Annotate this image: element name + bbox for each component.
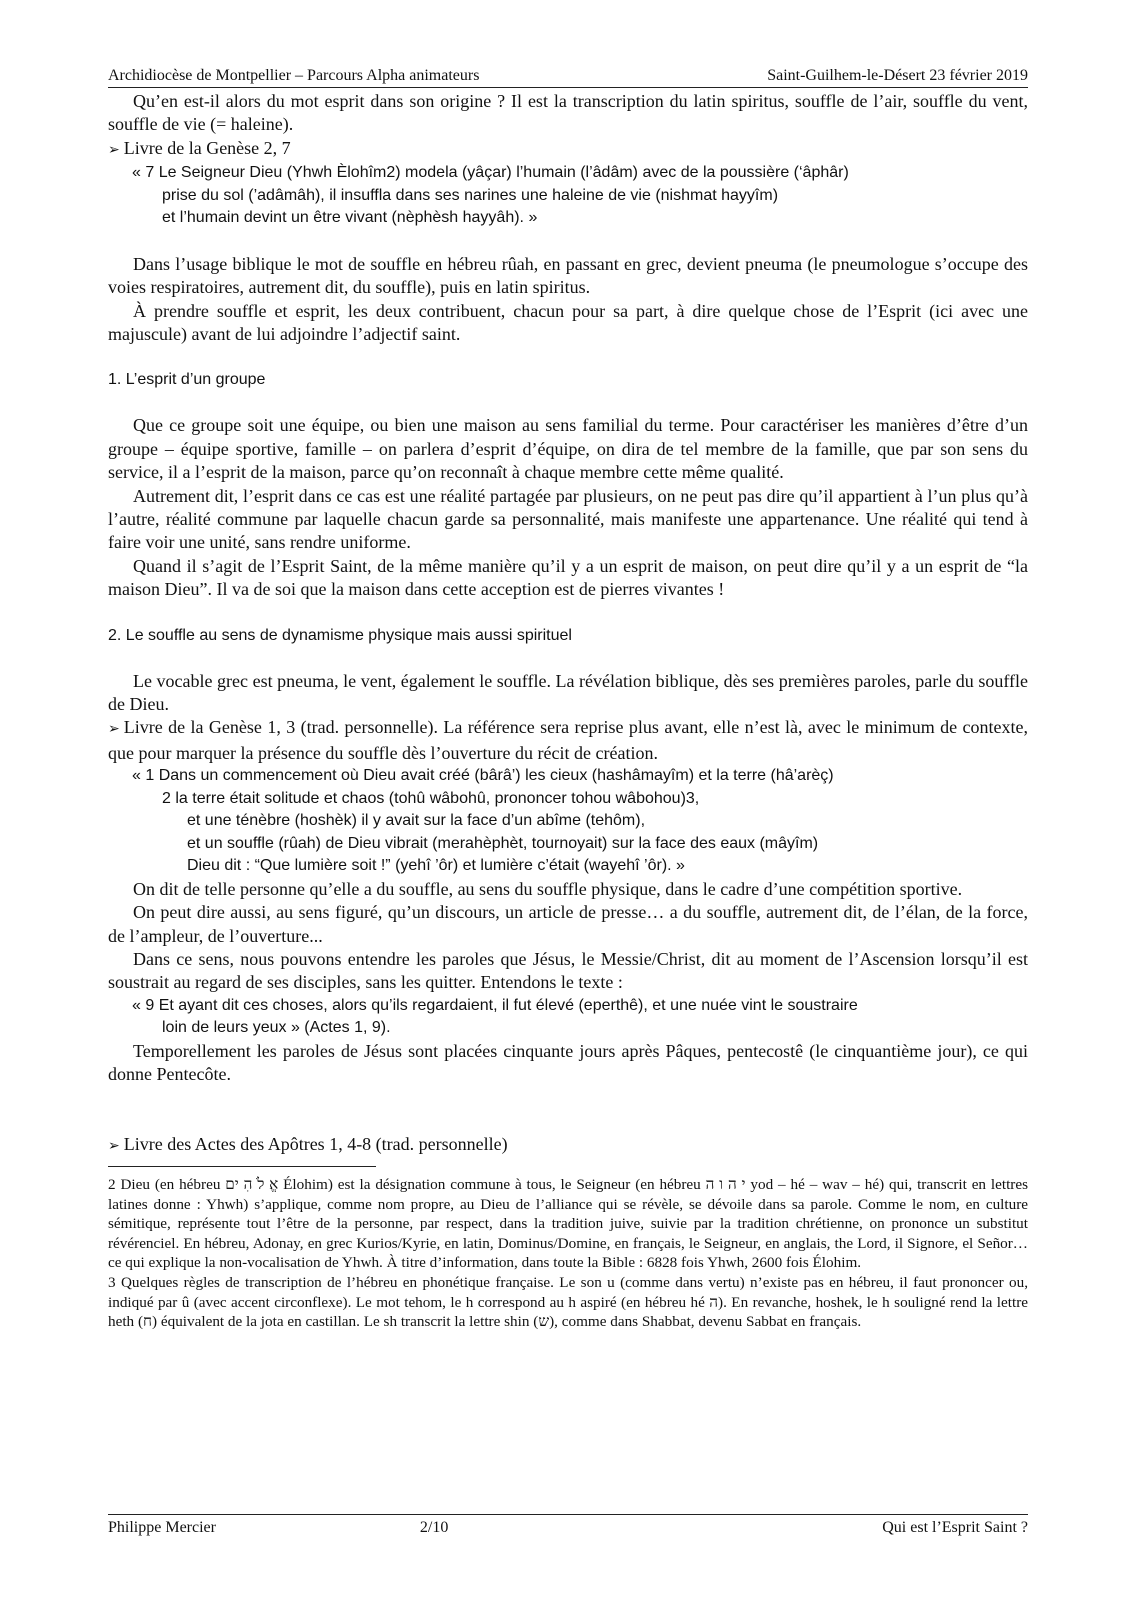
quote-line: et une ténèbre (hoshèk) il y avait sur la face d’un abîme (tehôm), [187, 812, 646, 830]
quote-line: et un souffle (rûah) de Dieu vibrait (merahèphèt, tournoyait) sur la face des eaux (mâyîm) [187, 834, 819, 852]
paragraph: À prendre souffle et esprit, les deux contribuent, chacun pour sa part, à dire quelque chose de l’Esprit (ici avec une majuscule) avant de lui adjoindre l’adjectif saint. [108, 300, 1028, 344]
quote-line: prise du sol (’adâmâh), il insuffla dans ses narines une haleine de vie (nishmat hayyîm) [162, 186, 779, 204]
paragraph: Qu’en est-il alors du mot esprit dans son origine ? Il est la transcription du latin spiritus, souffle de l’air, souffle du vent, souffle de vie (= haleine). [108, 91, 1028, 135]
body-text [108, 90, 1028, 1158]
quote-line: loin de leurs yeux » (Actes 1, 9). [162, 1019, 391, 1037]
arrow-bullet-icon: ➢ [108, 721, 120, 738]
paragraph: Autrement dit, l’esprit dans ce cas est une réalité partagée par plusieurs, on ne peut pas dire qu’il appartient à l’un plus qu’à l’autre, réalité commune par laquelle chacun garde sa personnalité, mais manifeste une appartenance. Une réalité qui tend à faire voir une unité, sans rendre uniforme. [108, 485, 1028, 553]
footer-author: Philippe Mercier [108, 1519, 216, 1536]
paragraph: On peut dire aussi, au sens figuré, qu’un discours, un article de presse… a du souffle, autrement dit, de l’élan, de la force, de l’ampleur, de l’ouverture... [108, 902, 1028, 946]
scripture-quote [108, 995, 1028, 1040]
scripture-quote [108, 765, 1028, 878]
bullet-reference [108, 1133, 1028, 1158]
scripture-quote [108, 162, 1028, 230]
paragraph: Dans l’usage biblique le mot de souffle en hébreu rûah, en passant en grec, devient pneuma (le pneumologue s’occupe des voies respiratoires, autrement dit, du souffle), puis en latin spiritus. [108, 253, 1028, 298]
section-heading: 2. Le souffle au sens de dynamisme physique mais aussi spirituel [108, 626, 572, 644]
footnote-separator [108, 1166, 376, 1167]
quote-line: et l’humain devint un être vivant (nèphèsh hayyâh). » [162, 209, 538, 227]
footnote-2: 2 Dieu (en hébreu אֱ לֹ הִ ים Élohim) est la désignation commune à tous, le Seigneur (en hébreu י ה ו ה yod – hé – wav – hé) qui, transcrit en lettres latines donne : Yhwh) s’applique, comme nom propre, au Dieu de l’alliance qui se révèle, se dévoile dans sa parole. Comme le nom, en culture sémitique, représente tout l’être de la personne, par respect, dans la tradition juive, suivie par la tradition chrétienne, on prononce un substitut révérenciel. En hébreu, Adonay, en grec Kurios/Kyrie, en latin, Dominus/Domine, en français, le Seigneur, en anglais, the Lord, il Signore, el Señor… ce qui explique la non-vocalisation de Yhwh. À titre d’information, dans toute la Bible : 6828 fois Yhwh, 2600 fois Élohim. [108, 1175, 1028, 1272]
footer-title: Qui est l’Esprit Saint ? [882, 1519, 1028, 1536]
quote-line: 2 la terre était solitude et chaos (tohû wâbohû, prononcer tohou wâbohou)3, [162, 789, 700, 807]
header-left: Archidiocèse de Montpellier – Parcours Alpha animateurs [108, 67, 480, 84]
reference-text: Livre de la Genèse 2, 7 [123, 137, 291, 158]
arrow-bullet-icon: ➢ [108, 1137, 120, 1154]
paragraph: Quand il s’agit de l’Esprit Saint, de la même manière qu’il y a un esprit de maison, on peut dire qu’il y a un esprit de “la maison Dieu”. Il va de soi que la maison dans cette acception est de pierres vivantes ! [108, 555, 1028, 600]
paragraph: Le vocable grec est pneuma, le vent, également le souffle. La révélation biblique, dès ses premières paroles, parle du souffle de Dieu. [108, 670, 1028, 714]
reference-text: Livre de la Genèse 1, 3 (trad. personnelle). La référence sera reprise plus avant, elle n’est là, avec le minimum de contexte, que pour marquer la présence du souffle dès l’ouverture du récit de création. [108, 717, 1028, 763]
bullet-reference [108, 137, 1028, 162]
quote-line: Dieu dit : “Que lumière soit !” (yehî ’ôr) et lumière c’était (wayehî ’ôr). » [187, 857, 685, 875]
footnotes [108, 1175, 1028, 1332]
running-header [108, 66, 1028, 88]
quote-line: « 9 Et ayant dit ces choses, alors qu’ils regardaient, il fut élevé (eperthê), et une nuée vint le soustraire [132, 996, 858, 1014]
page-footer [108, 1514, 1028, 1537]
footnote-3: 3 Quelques règles de transcription de l’hébreu en phonétique française. Le son u (comme dans vertu) n’existe pas en hébreu, il faut prononcer ou, indiqué par û (avec accent circonflexe). Le mot tehom, le h correspond au h aspiré (en hébreu hé ה). En revanche, hoshek, le h souligné rend la lettre heth (ח) équivalent de la jota en castillan. Le sh transcrit la lettre shin (ש), comme dans Shabbat, devenu Sabbat en français. [108, 1273, 1028, 1331]
quote-line: « 7 Le Seigneur Dieu (Yhwh Èlohîm2) modela (yâçar) l’humain (l’âdâm) avec de la poussière (‘âphâr) [132, 164, 849, 182]
page-number: 2/10 [419, 1519, 449, 1536]
reference-text: Livre des Actes des Apôtres 1, 4-8 (trad. personnelle) [123, 1133, 508, 1154]
paragraph: Que ce groupe soit une équipe, ou bien une maison au sens familial du terme. Pour caractériser les manières d’être d’un groupe – équipe sportive, famille – on parlera d’esprit d’équipe, on dira de tel membre de la famille, que par son sens du service, il a l’esprit de la maison, parce qu’on reconnaît à chaque membre cette même qualité. [108, 415, 1028, 483]
paragraph: Temporellement les paroles de Jésus sont placées cinquante jours après Pâques, pentecostê (le cinquantième jour), ce qui donne Pentecôte. [108, 1040, 1028, 1085]
page [108, 66, 1028, 1332]
quote-line: « 1 Dans un commencement où Dieu avait créé (bârâ’) les cieux (hashâmayîm) et la terre (hâ’arèç) [132, 767, 834, 785]
arrow-bullet-icon: ➢ [108, 141, 120, 158]
paragraph: Dans ce sens, nous pouvons entendre les paroles que Jésus, le Messie/Christ, dit au moment de l’Ascension lorsqu’il est soustrait au regard de ses disciples, sans les quitter. Entendons le texte : [108, 948, 1028, 993]
bullet-reference [108, 716, 1028, 765]
paragraph: On dit de telle personne qu’elle a du souffle, au sens du souffle physique, dans le cadre d’une compétition sportive. [133, 878, 963, 899]
section-heading: 1. L’esprit d’un groupe [108, 371, 266, 389]
header-right: Saint-Guilhem-le-Désert 23 février 2019 [767, 67, 1028, 84]
